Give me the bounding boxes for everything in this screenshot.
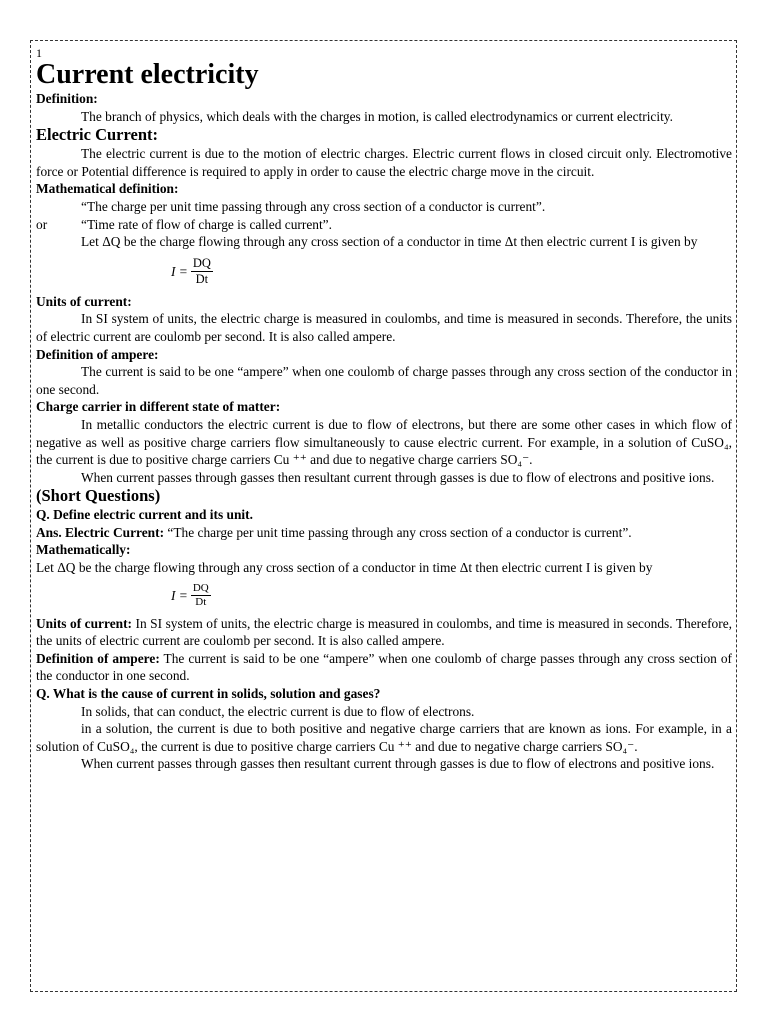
question-2-answer-2: in a solution, the current is due to both positive and negative charge carriers that are known as ions. For example, in a solution of CuSO₄, the current is due to positive charge carriers Cu ⁺⁺ and due to negative charge carriers SO₄⁻. [36,721,732,754]
formula-small-numerator: DQ [192,582,209,595]
short-questions-heading: (Short Questions) [36,486,161,506]
ampere-answer-text: The current is said to be one “ampere” when one coulomb of charge passes through any cross section of the conductor in one second. [36,650,732,684]
carrier-text-1: In metallic conductors the electric current is due to flow of electrons, but there are some other cases in which flow of negative as well as positive charge carriers flow simultaneously to cause electric current. For example, in a solution of CuSO₄, the current is due to positive charge carriers Cu ⁺⁺ and due to negative charge carriers SO₄⁻. [36,416,732,468]
carrier-heading: Charge carrier in different state of matter: [36,399,281,415]
question-2: Q. What is the cause of current in solids, solution and gases? [36,686,381,702]
units-heading: Units of current: [36,293,132,309]
question-2-answer-3: When current passes through gasses then resultant current through gasses is due to flow of electrons and positive ions. [81,756,715,772]
answer-1-text: “The charge per unit time passing through any cross section of a conductor is current”. [167,524,632,540]
question-1: Q. Define electric current and its unit. [36,507,253,523]
electric-current-text: The electric current is due to the motion of electric charges. Electric current flows in closed circuit only. Electromotive force or Potential difference is required to apply in order to cause the electric charge move in the circuit. [36,146,732,179]
answer-1 [36,524,732,542]
ampere-text: The current is said to be one “ampere” when one coulomb of charge passes through any cross section of the conductor in one second. [36,364,732,397]
current-formula [171,253,732,291]
current-formula-small [171,579,732,613]
page-title: Current electricity [36,59,259,90]
mathematically-heading: Mathematically: [36,542,131,558]
ampere-answer [36,650,732,685]
answer-1-label: Ans. Electric Current: [36,524,165,540]
definition-heading: Definition: [36,91,98,106]
formula-denominator: Dt [195,272,209,287]
math-definition-line3: Let ΔQ be the charge flowing through any cross section of a conductor in time Δt then electric current I is given by [81,234,698,250]
formula-small-fraction [191,582,211,609]
math-definition-line1: “The charge per unit time passing through any cross section of a conductor is current”. [81,198,546,214]
carrier-text-2: When current passes through gasses then resultant current through gasses is due to flow of electrons and positive ions. [81,469,715,485]
or-label: or [36,216,48,232]
ampere-heading: Definition of ampere: [36,346,159,362]
ampere-answer-label: Definition of ampere: [36,650,160,666]
math-definition-or-line [36,216,732,234]
math-definition-line2: “Time rate of flow of charge is called current”. [81,216,332,232]
units-answer [36,615,732,650]
document-page [30,40,737,992]
units-answer-label: Units of current: [36,615,133,631]
mathematically-text: Let ΔQ be the charge flowing through any cross section of a conductor in time Δt then electric current I is given by [36,560,653,576]
units-text: In SI system of units, the electric charge is measured in coulombs, and time is measured in seconds. Therefore, the units of electric current are coulomb per second. It is also called ampere. [36,311,732,344]
formula-small-denominator: Dt [195,596,207,609]
formula-lhs: I = [171,263,188,279]
formula-numerator: DQ [192,256,211,271]
math-definition-heading: Mathematical definition: [36,181,179,197]
definition-text: The branch of physics, which deals with the charges in motion, is called electrodynamics or current electricity. [81,108,673,124]
page-number: 1 [36,46,42,60]
formula-fraction [191,256,213,287]
electric-current-heading: Electric Current: [36,125,159,145]
question-2-answer-1: In solids, that can conduct, the electric current is due to flow of electrons. [81,703,475,719]
formula-small-lhs: I = [171,587,188,603]
units-answer-text: In SI system of units, the electric charge is measured in coulombs, and time is measured in seconds. Therefore, the units of electric current are coulomb per second. It is also called ampere. [36,615,732,649]
